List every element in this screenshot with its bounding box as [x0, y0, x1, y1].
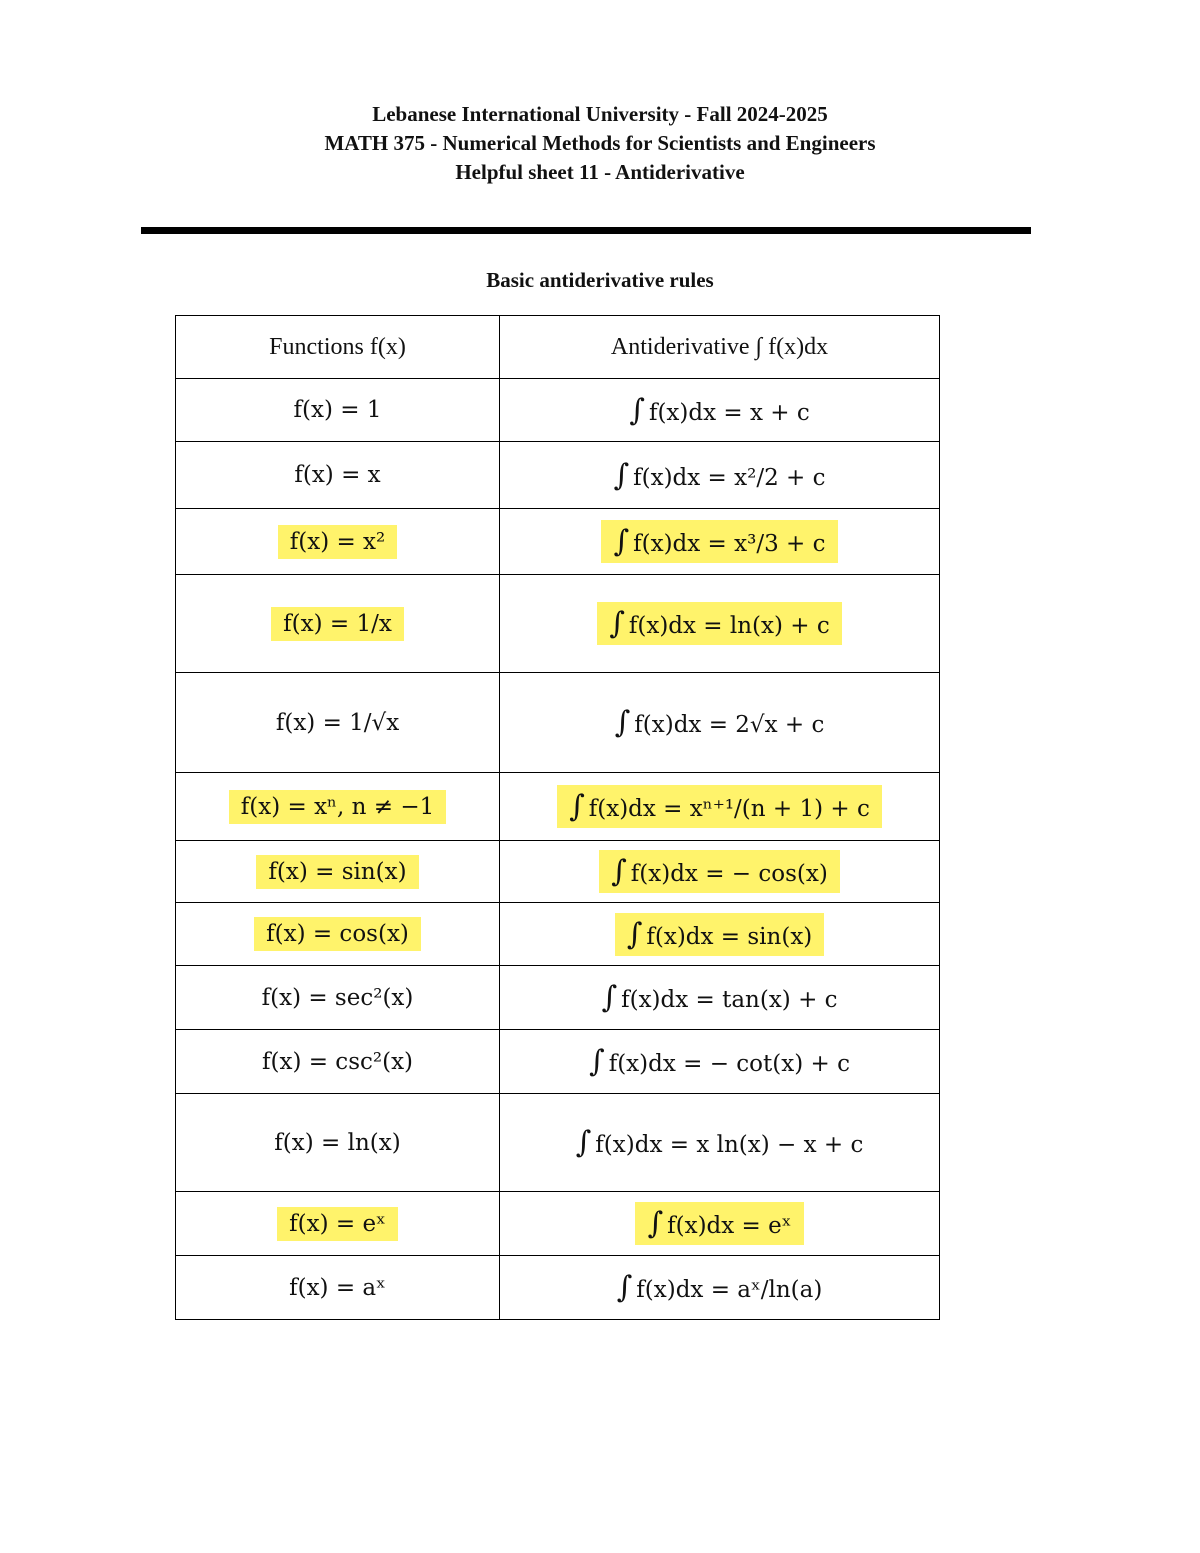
antiderivative-formula: [635, 1202, 803, 1245]
table-row: [176, 966, 940, 1030]
antiderivative-cell: [500, 1256, 940, 1320]
function-formula: f(x) = 1: [293, 397, 382, 423]
table-row: [176, 903, 940, 966]
function-cell: [176, 575, 500, 673]
table-row: [176, 442, 940, 509]
table-row: [176, 773, 940, 841]
table-row: [176, 1030, 940, 1094]
function-cell: [176, 379, 500, 442]
antiderivative-formula: [611, 1266, 829, 1309]
antiderivative-formula: [595, 976, 843, 1019]
column-header-functions: Functions f(x): [176, 316, 500, 379]
table-row: [176, 673, 940, 773]
function-cell: [176, 1094, 500, 1192]
integral-sign-icon: ∫: [614, 705, 631, 740]
antiderivative-formula: [597, 602, 842, 645]
function-formula: f(x) = 1/√x: [275, 709, 400, 736]
antiderivative-text: f(x)dx = x³/3 + c: [633, 531, 826, 557]
function-formula: f(x) = csc²(x): [261, 1048, 414, 1075]
integral-sign-icon: ∫: [601, 980, 618, 1015]
function-cell: [176, 1256, 500, 1320]
antiderivative-formula: [601, 520, 837, 563]
function-cell: [176, 1192, 500, 1256]
antiderivative-text: f(x)dx = 2√x + c: [634, 712, 825, 738]
integral-sign-icon: ∫: [629, 392, 645, 428]
function-formula: f(x) = x²: [278, 525, 398, 559]
document-header: [0, 100, 1200, 187]
table-row: [176, 575, 940, 673]
integral-sign-icon: ∫: [626, 916, 643, 952]
function-formula: f(x) = cos(x): [254, 917, 421, 951]
function-formula: f(x) = x: [294, 462, 381, 488]
antiderivative-formula: [609, 701, 831, 744]
table-row: [176, 841, 940, 903]
function-cell: [176, 903, 500, 966]
function-cell: [176, 673, 500, 773]
table-row: [176, 1094, 940, 1192]
antiderivative-cell: [500, 1030, 940, 1094]
function-cell: [176, 509, 500, 575]
integral-sign-icon: ∫: [575, 1125, 592, 1160]
integral-sign-icon: ∫: [647, 1206, 664, 1241]
function-formula: f(x) = sin(x): [256, 855, 418, 889]
antiderivative-cell: [500, 1094, 940, 1192]
function-formula: f(x) = aˣ: [289, 1274, 386, 1301]
function-cell: [176, 1030, 500, 1094]
antiderivative-text: f(x)dx = x ln(x) − x + c: [595, 1132, 864, 1158]
integral-sign-icon: ∫: [611, 854, 627, 889]
integral-sign-icon: ∫: [589, 1044, 605, 1079]
antiderivative-cell: [500, 379, 940, 442]
antiderivative-text: f(x)dx = − cos(x): [630, 861, 828, 887]
antiderivative-formula: [607, 454, 831, 497]
antiderivative-text: f(x)dx = sin(x): [646, 923, 813, 950]
antiderivative-table: [175, 315, 940, 1320]
function-formula: f(x) = eˣ: [277, 1207, 398, 1241]
integral-sign-icon: ∫: [569, 789, 585, 824]
table-row: [176, 379, 940, 442]
function-formula: f(x) = 1/x: [271, 607, 404, 641]
function-cell: [176, 442, 500, 509]
antiderivative-text: f(x)dx = xⁿ⁺¹/(n + 1) + c: [588, 796, 870, 822]
function-formula: f(x) = xⁿ, n ≠ −1: [229, 790, 446, 824]
antiderivative-cell: [500, 966, 940, 1030]
table-body: [176, 379, 940, 1320]
antiderivative-formula: [570, 1121, 870, 1164]
integral-sign-icon: ∫: [609, 606, 625, 641]
antiderivative-text: f(x)dx = − cot(x) + c: [608, 1051, 850, 1077]
table-caption: Basic antiderivative rules: [486, 268, 714, 292]
table-row: [176, 1256, 940, 1320]
antiderivative-text: f(x)dx = aˣ/ln(a): [636, 1277, 823, 1303]
antiderivative-formula: [599, 850, 840, 893]
antiderivative-text: f(x)dx = ln(x) + c: [628, 613, 830, 639]
column-header-antiderivative: Antiderivative ∫ f(x)dx: [500, 316, 940, 379]
antiderivative-formula: [557, 785, 882, 828]
header-divider: [141, 227, 1031, 234]
function-cell: [176, 773, 500, 841]
antiderivative-cell: [500, 773, 940, 841]
antiderivative-formula: [583, 1040, 856, 1083]
table-header-row: [176, 316, 940, 379]
antiderivative-cell: [500, 575, 940, 673]
antiderivative-cell: [500, 442, 940, 509]
header-course: MATH 375 - Numerical Methods for Scientists and Engineers: [324, 131, 876, 155]
table-row: [176, 509, 940, 575]
antiderivative-cell: [500, 1192, 940, 1256]
function-formula: f(x) = sec²(x): [261, 984, 414, 1011]
antiderivative-cell: [500, 673, 940, 773]
antiderivative-cell: [500, 903, 940, 966]
antiderivative-text: f(x)dx = x + c: [648, 399, 810, 426]
function-cell: [176, 966, 500, 1030]
antiderivative-text: f(x)dx = tan(x) + c: [621, 987, 838, 1013]
header-sheet-title: Helpful sheet 11 - Antiderivative: [455, 160, 745, 184]
integral-sign-icon: ∫: [616, 1270, 633, 1305]
antiderivative-cell: [500, 841, 940, 903]
table-row: [176, 1192, 940, 1256]
antiderivative-text: f(x)dx = x²/2 + c: [633, 464, 826, 491]
antiderivative-formula: [623, 389, 815, 432]
function-formula: f(x) = ln(x): [274, 1129, 401, 1156]
function-cell: [176, 841, 500, 903]
integral-sign-icon: ∫: [613, 457, 630, 493]
antiderivative-text: f(x)dx = eˣ: [667, 1213, 792, 1239]
antiderivative-formula: [615, 913, 825, 956]
integral-sign-icon: ∫: [613, 524, 630, 559]
antiderivative-cell: [500, 509, 940, 575]
header-university: Lebanese International University - Fall 2024-2025: [372, 102, 828, 126]
